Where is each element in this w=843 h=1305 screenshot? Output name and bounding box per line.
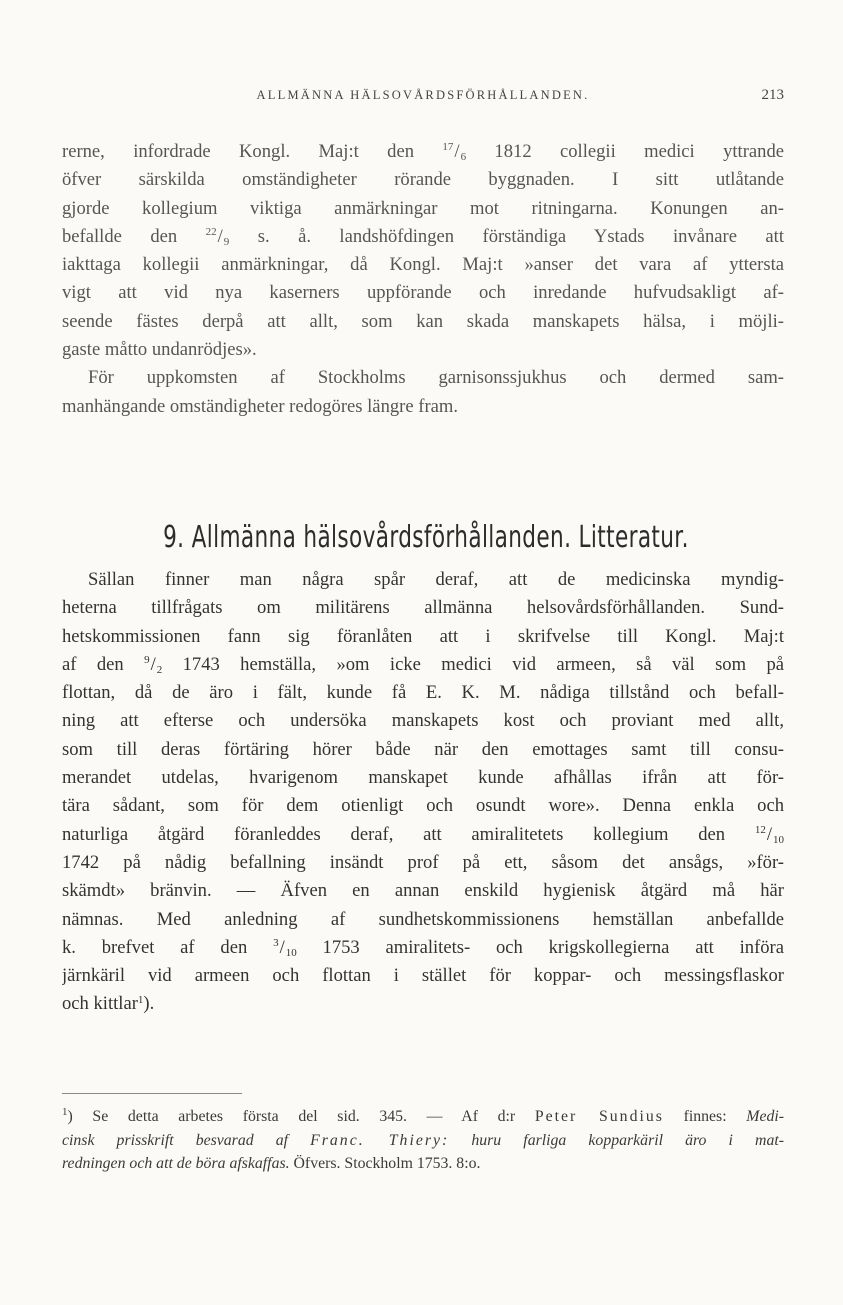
text-line: gjorde kollegium viktiga anmärkningar mot ritningarna. Konungen an- xyxy=(62,197,784,219)
text-line: k. brefvet af den $^3/_{10}$ 1753 amiralitets- och krigskollegierna att införa xyxy=(62,936,784,959)
text-line: vigt att vid nya kaserners uppförande och inredande hufvudsakligt af- xyxy=(62,282,784,304)
text-line: rerne, infordrade Kongl. Maj:t den $^{17}/_6$ 1812 collegii medici yttrande xyxy=(62,141,784,163)
text-line: seende fästes derpå att allt, som kan skada manskapets hälsa, i möjli- xyxy=(62,310,784,332)
text-line: Sällan finner man några spår deraf, att de medicinska myndig- xyxy=(88,569,784,590)
text-line: hetskommissionen fann sig föranlåten att i skrifvelse till Kongl. Maj:t xyxy=(62,625,784,647)
text-line: naturliga åtgärd föranleddes deraf, att amiralitetets kollegium den $^{12}/_{10}$ xyxy=(62,823,784,846)
text-line: gaste måtto undanrödjes». xyxy=(62,339,257,361)
text-line: tära sådant, som för dem otienligt och osundt wore». Denna enkla och xyxy=(62,795,784,817)
running-header xyxy=(62,88,784,108)
text-line: och kittlar$^1$). xyxy=(62,993,155,1015)
text-line: järnkäril vid armeen och flottan i stället för koppar- och messingsflaskor xyxy=(62,965,784,987)
author-name: Peter Sundius xyxy=(534,1108,664,1125)
text-line: befallde den $^{22}/_9$ s. å. landshöfdingen förständiga Ystads invånare att xyxy=(62,225,784,248)
footnote-line: $^1$) Se detta arbetes första del sid. 345. — Af d:r Peter Sundius finnes: Medi- xyxy=(62,1106,784,1125)
text-line: 1742 på nådig befallning insändt prof på ett, såsom det ansågs, »för- xyxy=(62,851,784,873)
text-line: heterna tillfrågats om militärens allmänna helsovårdsförhållanden. Sund- xyxy=(62,597,784,619)
text-line: flottan, då de äro i fält, kunde få E. K. M. nådiga tillstånd och befall- xyxy=(62,682,784,704)
date-fraction: $^3/_{10}$ xyxy=(273,936,297,959)
text-line: skämdt» bränvin. — Äfven en annan enskild hygienisk åtgärd må här xyxy=(62,880,784,902)
section-heading: 9. Allmänna hälsovårdsförhållanden. Litteratur. xyxy=(163,520,689,555)
text-line: ning att efterse och undersöka manskapets kost och proviant med allt, xyxy=(62,710,784,732)
date-fraction: $^{17}/_6$ xyxy=(442,141,467,163)
footnote-marker: 1 xyxy=(62,1106,68,1118)
text-line: För uppkomsten af Stockholms garnisonssjukhus och dermed sam- xyxy=(88,367,784,389)
footnote-line: redningen och att de böra afskaffas. Öfvers. Stockholm 1753. 8:o. xyxy=(62,1155,481,1172)
text-line: öfver särskilda omständigheter rörande byggnaden. I sitt utlåtande xyxy=(62,169,784,191)
text-line: af den $^9/_2$ 1743 hemställa, »om icke medici vid armeen, så väl som på xyxy=(62,653,784,676)
paragraph-continuation xyxy=(62,138,784,421)
text-line: manhängande omständigheter redogöres längre fram. xyxy=(62,395,458,417)
footnote-divider xyxy=(62,1093,242,1094)
page-number: 213 xyxy=(761,87,784,103)
text-line: som till deras förtäring hörer både när den emottages samt till consu- xyxy=(62,738,784,760)
date-fraction: $^{22}/_9$ xyxy=(205,225,230,248)
footnote xyxy=(62,1105,784,1176)
date-fraction: $^9/_2$ xyxy=(144,653,163,676)
running-title: ALLMÄNNA HÄLSOVÅRDSFÖRHÅLLANDEN. xyxy=(256,88,590,102)
footnote-reference: 1 xyxy=(137,994,144,1007)
text-line: merandet utdelas, hvarigenom manskapet kunde afhållas ifrån att för- xyxy=(62,767,784,789)
section-paragraph xyxy=(62,566,784,1019)
text-line: iakttaga kollegii anmärkningar, då Kongl. Maj:t »anser det vara af yttersta xyxy=(62,254,784,276)
text-line: nämnas. Med anledning af sundhetskommissionens hemställan anbefallde xyxy=(62,908,784,930)
book-page xyxy=(62,0,784,1305)
footnote-line: cinsk prisskrift besvarad af Franc. Thiery: huru farliga kopparkäril äro i mat- xyxy=(62,1131,784,1149)
date-fraction: $^{12}/_{10}$ xyxy=(754,823,784,846)
